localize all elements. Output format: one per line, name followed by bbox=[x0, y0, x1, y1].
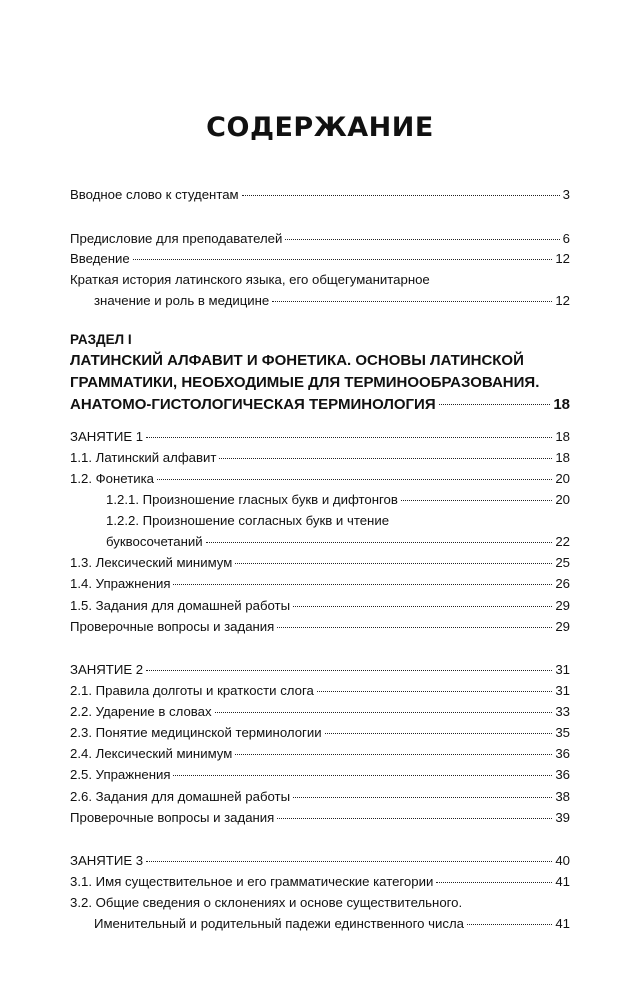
toc-entry-1-1[interactable] bbox=[70, 448, 570, 468]
toc-entry-page: 36 bbox=[555, 767, 570, 782]
toc-entry-page: 22 bbox=[555, 534, 570, 549]
toc-entry-1-review[interactable] bbox=[70, 617, 570, 637]
dot-leader bbox=[277, 627, 552, 628]
toc-entry-page: 20 bbox=[555, 471, 570, 486]
dot-leader bbox=[277, 818, 552, 819]
toc-entry-history-line1[interactable]: Краткая история латинского языка, его общегуманитарное bbox=[70, 272, 430, 287]
toc-entry-page: 29 bbox=[555, 598, 570, 613]
toc-entry-page: 3 bbox=[562, 187, 570, 202]
toc-entry-text: 2.6. Задания для домашней работы bbox=[70, 789, 291, 804]
dot-leader bbox=[317, 691, 553, 692]
dot-leader bbox=[146, 437, 552, 438]
toc-entry-page: 26 bbox=[555, 576, 570, 591]
toc-entry-lesson1[interactable] bbox=[70, 427, 570, 447]
section-title-text: АНАТОМО-ГИСТОЛОГИЧЕСКАЯ ТЕРМИНОЛОГИЯ bbox=[70, 396, 436, 413]
dot-leader bbox=[436, 882, 552, 883]
toc-entry-page: 31 bbox=[555, 662, 570, 677]
toc-entry-1-2-1[interactable] bbox=[106, 490, 570, 510]
toc-entry-page: 39 bbox=[555, 810, 570, 825]
toc-entry-text: 2.1. Правила долготы и краткости слога bbox=[70, 683, 314, 698]
toc-entry-1-2[interactable] bbox=[70, 469, 570, 489]
section-page: 18 bbox=[553, 396, 570, 413]
dot-leader bbox=[215, 712, 553, 713]
dot-leader bbox=[293, 797, 552, 798]
dot-leader bbox=[467, 924, 552, 925]
toc-entry-text: 2.3. Понятие медицинской терминологии bbox=[70, 725, 322, 740]
toc-entry-page: 33 bbox=[555, 704, 570, 719]
toc-entry-text: Именительный и родительный падежи единственного числа bbox=[94, 916, 464, 931]
toc-entry-1-2-2-line2[interactable] bbox=[106, 532, 570, 552]
section-label: РАЗДЕЛ I bbox=[70, 332, 132, 347]
toc-entry-page: 38 bbox=[555, 789, 570, 804]
toc-entry-text: 1.2. Фонетика bbox=[70, 471, 154, 486]
dot-leader bbox=[173, 584, 552, 585]
dot-leader bbox=[157, 479, 552, 480]
toc-entry-text: 2.5. Упражнения bbox=[70, 767, 171, 782]
dot-leader bbox=[235, 754, 552, 755]
toc-entry-1-4[interactable] bbox=[70, 574, 570, 594]
toc-entry-page: 12 bbox=[555, 251, 570, 266]
toc-entry-page: 41 bbox=[555, 916, 570, 931]
section-title-line1[interactable]: ЛАТИНСКИЙ АЛФАВИТ И ФОНЕТИКА. ОСНОВЫ ЛАТИНСКОЙ bbox=[70, 352, 524, 369]
toc-entry-lesson2[interactable] bbox=[70, 660, 570, 680]
toc-entry-history-line2[interactable] bbox=[94, 291, 570, 311]
toc-entry-text: ЗАНЯТИЕ 1 bbox=[70, 429, 144, 444]
dot-leader bbox=[401, 500, 552, 501]
toc-entry-3-1[interactable] bbox=[70, 872, 570, 892]
toc-entry-text: 1.1. Латинский алфавит bbox=[70, 450, 217, 465]
toc-entry-1-3[interactable] bbox=[70, 553, 570, 573]
toc-entry-3-2-line2[interactable] bbox=[94, 914, 570, 934]
section-title-line3[interactable] bbox=[70, 394, 570, 415]
toc-entry-page: 36 bbox=[555, 746, 570, 761]
toc-entry-text: 1.3. Лексический минимум bbox=[70, 555, 233, 570]
section-title-line2[interactable]: ГРАММАТИКИ, НЕОБХОДИМЫЕ ДЛЯ ТЕРМИНООБРАЗОВАНИЯ. bbox=[70, 374, 540, 391]
toc-entry-intro-word[interactable] bbox=[70, 185, 570, 205]
toc-entry-page: 6 bbox=[562, 231, 570, 246]
dot-leader bbox=[146, 670, 552, 671]
toc-entry-text: Проверочные вопросы и задания bbox=[70, 619, 275, 634]
toc-entry-1-2-2-line1[interactable]: 1.2.2. Произношение согласных букв и чтение bbox=[106, 513, 390, 528]
dot-leader bbox=[272, 301, 552, 302]
toc-entry-text: 1.2.1. Произношение гласных букв и дифтонгов bbox=[106, 492, 398, 507]
toc-entry-text: 1.4. Упражнения bbox=[70, 576, 171, 591]
toc-entry-introduction[interactable] bbox=[70, 249, 570, 269]
toc-entry-text: ЗАНЯТИЕ 3 bbox=[70, 853, 144, 868]
toc-entry-page: 18 bbox=[555, 429, 570, 444]
toc-entry-lesson3[interactable] bbox=[70, 851, 570, 871]
dot-leader bbox=[325, 733, 553, 734]
toc-entry-page: 20 bbox=[555, 492, 570, 507]
dot-leader bbox=[219, 458, 552, 459]
toc-entry-2-4[interactable] bbox=[70, 744, 570, 764]
dot-leader bbox=[146, 861, 552, 862]
toc-entry-3-2-line1[interactable]: 3.2. Общие сведения о склонениях и основе существительного. bbox=[70, 895, 463, 910]
toc-entry-text: Введение bbox=[70, 251, 130, 266]
dot-leader bbox=[285, 239, 559, 240]
toc-entry-2-5[interactable] bbox=[70, 765, 570, 785]
toc-entry-page: 35 bbox=[555, 725, 570, 740]
toc-entry-1-5[interactable] bbox=[70, 596, 570, 616]
toc-entry-text: 1.5. Задания для домашней работы bbox=[70, 598, 291, 613]
toc-entry-2-6[interactable] bbox=[70, 787, 570, 807]
toc-entry-page: 31 bbox=[555, 683, 570, 698]
toc-entry-2-1[interactable] bbox=[70, 681, 570, 701]
toc-entry-page: 41 bbox=[555, 874, 570, 889]
toc-entry-2-review[interactable] bbox=[70, 808, 570, 828]
toc-entry-text: Вводное слово к студентам bbox=[70, 187, 239, 202]
toc-entry-text: значение и роль в медицине bbox=[94, 293, 270, 308]
dot-leader bbox=[293, 606, 552, 607]
dot-leader bbox=[206, 542, 553, 543]
toc-entry-page: 29 bbox=[555, 619, 570, 634]
toc-entry-text: Предисловие для преподавателей bbox=[70, 231, 283, 246]
toc-entry-text: 3.1. Имя существительное и его грамматические категории bbox=[70, 874, 434, 889]
dot-leader bbox=[242, 195, 560, 196]
toc-entry-page: 18 bbox=[555, 450, 570, 465]
toc-entry-text: буквосочетаний bbox=[106, 534, 203, 549]
dot-leader bbox=[133, 259, 553, 260]
dot-leader bbox=[439, 404, 551, 405]
toc-entry-text: 2.2. Ударение в словах bbox=[70, 704, 212, 719]
toc-entry-page: 40 bbox=[555, 853, 570, 868]
toc-entry-text: 2.4. Лексический минимум bbox=[70, 746, 233, 761]
dot-leader bbox=[173, 775, 552, 776]
toc-entry-page: 12 bbox=[555, 293, 570, 308]
toc-entry-2-3[interactable] bbox=[70, 723, 570, 743]
toc-entry-2-2[interactable] bbox=[70, 702, 570, 722]
toc-entry-preface[interactable] bbox=[70, 229, 570, 249]
toc-entry-text: ЗАНЯТИЕ 2 bbox=[70, 662, 144, 677]
page-title: СОДЕРЖАНИЕ bbox=[206, 112, 434, 143]
toc-entry-page: 25 bbox=[555, 555, 570, 570]
dot-leader bbox=[235, 563, 552, 564]
toc-entry-text: Проверочные вопросы и задания bbox=[70, 810, 275, 825]
